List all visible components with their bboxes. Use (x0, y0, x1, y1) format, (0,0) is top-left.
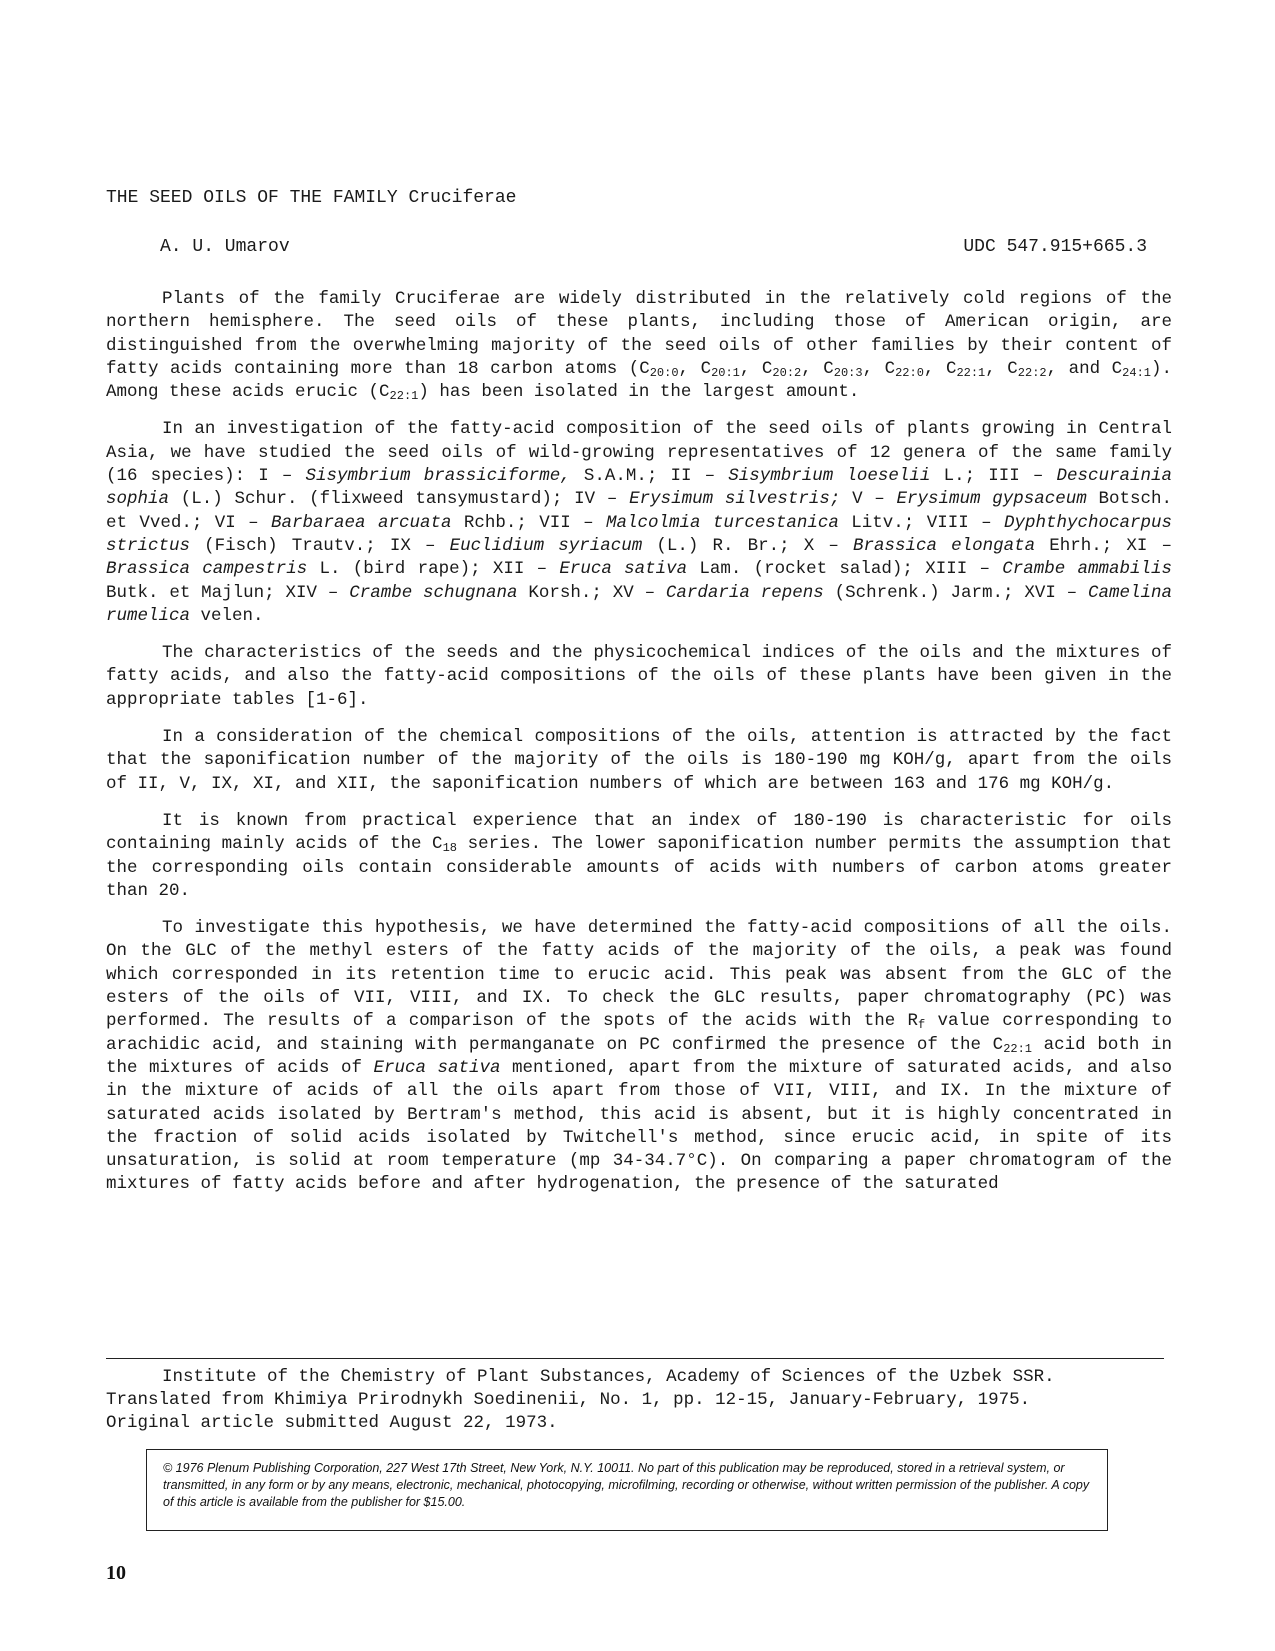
species-authority: (L.) Schur. (flixweed tansymustard); (169, 489, 563, 510)
species-name: Crambe ammabilis (1002, 559, 1172, 580)
species-authority: S.A.M.; (570, 466, 658, 487)
species-name: Erysimum gypsaceum (896, 489, 1087, 510)
species-entry (539, 513, 914, 533)
species-authority: Rchb.; (451, 512, 527, 533)
species-entry (493, 559, 913, 579)
copyright-notice: © 1976 Plenum Publishing Corporation, 227 West 17th Street, New York, N.Y. 10011. No part of this publication may be reproduced, stored in a retrieval system, or transmitted, in any form or by any means, electronic, mechanical, photocopying, microfilming, recording or otherwise, without written permission of the publisher. A copy of this article is available from the publisher for $15.00. (163, 1461, 1090, 1509)
species-entry (804, 536, 1113, 556)
species-number: X – (803, 535, 853, 556)
species-entry (613, 583, 1014, 603)
species-name: Cardaria repens (665, 582, 824, 603)
species-number: I – (258, 466, 306, 487)
species-number: V – (852, 489, 897, 510)
species-authority: L.; (930, 466, 976, 487)
species-number: XV – (612, 582, 666, 603)
species-number: VI – (214, 512, 272, 533)
species-number: III – (988, 466, 1057, 487)
udc-code: UDC 547.915+665.3 (963, 237, 1147, 257)
species-name: Dyphthychocarpus strictus (106, 512, 1172, 556)
species-authority: Ehrh.; (1035, 535, 1113, 556)
species-name: Brassica campestris (106, 559, 308, 580)
article-title: THE SEED OILS OF THE FAMILY Cruciferae (106, 188, 517, 208)
species-entry (574, 489, 840, 509)
species-authority: Botsch. et Vved.; (106, 489, 1172, 533)
species-number: VII – (539, 512, 606, 533)
species-authority: velen. (190, 605, 264, 626)
species-name: Sisymbrium brassiciforme, (305, 466, 571, 487)
species-authority: Korsh.; (517, 582, 602, 603)
species-name: Camelina rumelica (106, 582, 1172, 626)
paragraph-6: To investigate this hypothesis, we have determined the fatty-acid compositions of all the oils. On the GLC of the methyl esters of the fatty acids of the majority of the oils, a peak was found which corresponded in its retention time to erucic acid. This peak was absent from the GLC of the esters of the oils of VII, VIII, and IX. To check the GLC results, paper chromatography (PC) was performed. The results of a comparison of the spots of the acids with the $R_f$ value corresponding to arachidic acid, and staining with permanganate on PC confirmed the presence of the $C_{22:1}$ acid both in the mixtures of acids of Eruca sativa mentioned, apart from the mixture of saturated acids, and also in the mixture of acids of all the oils apart from those of VII, VIII, and IX. In the mixture of saturated acids isolated by Bertram's method, this acid is absent, but it is highly concentrated in the fraction of solid acids isolated by Twitchell's method, since erucic acid, in spite of its unsaturation, is solid at room temperature (mp 34-34.7°C). On comparing a paper chromatogram of the mixtures of fatty acids before and after hydrogenation, the presence of the saturated (106, 918, 1172, 1195)
paragraph-2: In an investigation of the fatty-acid composition of the seed oils of plants growing in Central Asia, we have studied the seed oils of wild-growing representatives of 12 genera of the same family (16 species): I – Sisymbrium brassiciforme, S.A.M.; II – Sisymbrium loeselii L.; III – Descurainia sophia (L.) Schur. (flixweed tansymustard); IV – Erysimum silvestris; V – Erysimum gypsaceum Botsch. et Vved.; VI – Barbaraea arcuata Rchb.; VII – Malcolmia turcestanica Litv.; VIII – Dyphthychocarpus strictus (Fisch) Trautv.; IX – Euclidium syriacum (L.) R. Br.; X – Brassica elongata Ehrh.; XI – Brassica campestris L. (bird rape); XII – Eruca sativa Lam. (rocket salad); XIII – Crambe ammabilis Butk. et Majlun; XIV – Crambe schugnana Korsh.; XV – Cardaria repens (Schrenk.) Jarm.; XVI – Camelina rumelica velen. (106, 419, 1173, 626)
species-authority: L. (bird rape); (307, 559, 481, 580)
species-number: XIII – (925, 559, 1003, 580)
species-name: Sisymbrium loeselii (728, 466, 931, 487)
species-number: XVI – (1024, 582, 1088, 603)
species-number: XIV – (285, 582, 350, 603)
paragraph-3: The characteristics of the seeds and the physicochemical indices of the oils and the mixtures of fatty acids, and also the fatty-acid compositions of the oils of these plants have been given in the appropriate tables [1-6]. (106, 643, 1172, 710)
species-authority: (L.) R. Br.; (642, 535, 790, 556)
footnote-submitted: Original article submitted August 22, 1973. (106, 1413, 558, 1433)
species-authority: (Fisch) Trautv.; (190, 535, 376, 556)
species-authority: Litv.; (838, 512, 915, 533)
footnote (106, 1366, 1176, 1435)
species-name: Malcolmia turcestanica (606, 512, 839, 533)
species-entry (215, 513, 527, 533)
species-authority: Lam. (rocket salad); (687, 559, 913, 580)
species-entry (671, 466, 976, 486)
paragraph-1: Plants of the family Cruciferae are widely distributed in the relatively cold regions of the northern hemisphere. The seed oils of these plants, including those of American origin, are distinguished from the overwhelming majority of the seed oils of other families by their content of fatty acids containing more than 18 carbon atoms ($C_{20:0}$, $C_{20:1}$, $C_{20:2}$, $C_{20:3}$, $C_{22:0}$, $C_{22:1}$, $C_{22:2}$, and $C_{24:1}$). Among these acids erucic $(C_{22:1})$ has been isolated in the largest amount. (106, 289, 1172, 404)
species-name: Eruca sativa (559, 559, 688, 580)
species-name: Descurainia sophia (106, 466, 1173, 510)
species-number: XI – (1126, 535, 1172, 556)
species-number: II – (670, 466, 729, 487)
species-name: Euclidium syriacum (449, 535, 643, 556)
footnote-translation: Translated from Khimiya Prirodnykh Soedinenii, No. 1, pp. 12-15, January-February, 1975. (106, 1390, 1031, 1410)
paragraph-4: In a consideration of the chemical compositions of the oils, attention is attracted by the fact that the saponification number of the majority of the oils is 180-190 mg KOH/g, apart from the oils of II, V, IX, XI, and XII, the saponification numbers of which are between 163 and 176 mg KOH/g. (106, 727, 1172, 794)
species-authority: Butk. et Majlun; (106, 582, 275, 603)
footnote-divider (106, 1358, 1164, 1359)
species-name: Brassica elongata (852, 535, 1036, 556)
paragraph-5: It is known from practical experience that an index of 180-190 is characteristic for oils containing mainly acids of the $C_{18}$ series. The lower saponification number permits the assumption that the corresponding oils contain considerable amounts of acids with numbers of carbon atoms greater than 20. (106, 810, 1172, 901)
species-authority: (Schrenk.) Jarm.; (823, 582, 1014, 603)
species-entry (390, 536, 790, 556)
footnote-institute: Institute of the Chemistry of Plant Substances, Academy of Sciences of the Uzbek SSR. (162, 1367, 1055, 1387)
species-number: IX – (389, 535, 450, 556)
article-body (106, 288, 1172, 1211)
species-number: VIII – (926, 512, 1004, 533)
species-name: Crambe schugnana (349, 582, 518, 603)
species-name: Barbaraea arcuata (271, 512, 452, 533)
species-name: Erysimum silvestris; (629, 489, 841, 510)
species-entry (258, 466, 657, 486)
author: A. U. Umarov (160, 237, 290, 257)
copyright-box (146, 1449, 1108, 1531)
species-number: IV – (574, 489, 630, 510)
page-number: 10 (106, 1562, 126, 1584)
species-number: XII – (492, 559, 560, 580)
species-entry (286, 583, 602, 603)
